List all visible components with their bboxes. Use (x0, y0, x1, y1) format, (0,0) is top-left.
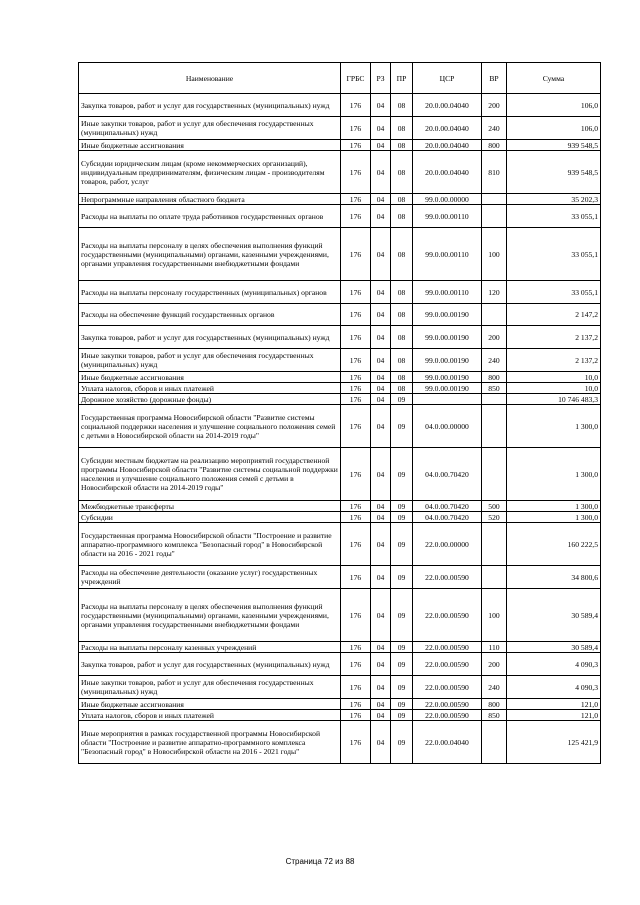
table-row (79, 710, 601, 721)
cell-grbs: 176 (341, 281, 371, 304)
budget-table-container (78, 62, 600, 764)
header-rz: РЗ (371, 63, 391, 94)
cell-pr: 09 (391, 512, 413, 523)
cell-grbs: 176 (341, 710, 371, 721)
cell-grbs: 176 (341, 394, 371, 405)
table-row (79, 304, 601, 326)
cell-name: Расходы на обеспечение функций государственных органов (79, 304, 341, 326)
cell-pr: 08 (391, 94, 413, 117)
table-row (79, 383, 601, 394)
cell-grbs: 176 (341, 194, 371, 205)
cell-rz: 04 (371, 372, 391, 383)
cell-csr: 99.0.00.00110 (413, 205, 482, 228)
cell-sum: 1 300,0 (507, 405, 601, 448)
cell-csr: 20.0.00.04040 (413, 117, 482, 140)
cell-csr: 99.0.00.00110 (413, 281, 482, 304)
cell-rz: 04 (371, 304, 391, 326)
cell-csr: 99.0.00.00190 (413, 372, 482, 383)
cell-rz: 04 (371, 349, 391, 372)
table-row (79, 205, 601, 228)
cell-name: Расходы на выплаты персоналу в целях обеспечения выполнения функций государственными (муниципальными) органами, казенными учреждениями, органами управления государственными внебюджетными фондами (79, 589, 341, 642)
cell-vr: 120 (482, 281, 507, 304)
cell-pr: 08 (391, 383, 413, 394)
cell-pr: 08 (391, 194, 413, 205)
cell-grbs: 176 (341, 699, 371, 710)
table-row (79, 721, 601, 764)
cell-vr (482, 448, 507, 501)
cell-grbs: 176 (341, 642, 371, 653)
cell-vr: 810 (482, 151, 507, 194)
cell-sum: 1 300,0 (507, 448, 601, 501)
table-row (79, 523, 601, 566)
cell-pr: 08 (391, 205, 413, 228)
cell-pr: 09 (391, 523, 413, 566)
cell-sum: 125 421,9 (507, 721, 601, 764)
cell-rz: 04 (371, 140, 391, 151)
cell-csr: 22.0.00.00590 (413, 699, 482, 710)
cell-sum: 35 202,3 (507, 194, 601, 205)
cell-rz: 04 (371, 205, 391, 228)
cell-rz: 04 (371, 448, 391, 501)
cell-pr: 09 (391, 653, 413, 676)
cell-sum: 10,0 (507, 383, 601, 394)
cell-vr: 800 (482, 699, 507, 710)
page-footer (0, 857, 640, 866)
cell-pr: 09 (391, 501, 413, 512)
cell-vr: 850 (482, 383, 507, 394)
cell-name: Иные бюджетные ассигнования (79, 372, 341, 383)
cell-csr: 20.0.00.04040 (413, 94, 482, 117)
table-row (79, 349, 601, 372)
cell-rz: 04 (371, 566, 391, 589)
header-grbs: ГРБС (341, 63, 371, 94)
cell-sum: 1 300,0 (507, 512, 601, 523)
cell-rz: 04 (371, 699, 391, 710)
cell-vr (482, 523, 507, 566)
table-row (79, 642, 601, 653)
cell-pr: 08 (391, 349, 413, 372)
cell-vr: 800 (482, 372, 507, 383)
cell-pr: 09 (391, 566, 413, 589)
cell-csr: 22.0.00.00590 (413, 566, 482, 589)
cell-rz: 04 (371, 676, 391, 699)
cell-csr (413, 394, 482, 405)
cell-rz: 04 (371, 117, 391, 140)
cell-sum: 121,0 (507, 710, 601, 721)
cell-rz: 04 (371, 721, 391, 764)
cell-csr: 22.0.00.00590 (413, 589, 482, 642)
cell-vr: 850 (482, 710, 507, 721)
cell-name: Субсидии (79, 512, 341, 523)
table-row (79, 405, 601, 448)
table-row (79, 326, 601, 349)
cell-name: Государственная программа Новосибирской области "Построение и развитие аппаратно-программного комплекса "Безопасный город" в Новосибирской области на 2016 - 2021 годы" (79, 523, 341, 566)
cell-csr: 04.0.00.70420 (413, 501, 482, 512)
cell-name: Субсидии юридическим лицам (кроме некоммерческих организаций), индивидуальным предпринимателям, физическим лицам - производителям товаров, работ, услуг (79, 151, 341, 194)
cell-rz: 04 (371, 642, 391, 653)
table-row (79, 501, 601, 512)
cell-sum: 2 147,2 (507, 304, 601, 326)
cell-name: Расходы на выплаты персоналу государственных (муниципальных) органов (79, 281, 341, 304)
cell-rz: 04 (371, 94, 391, 117)
cell-grbs: 176 (341, 653, 371, 676)
cell-grbs: 176 (341, 372, 371, 383)
cell-rz: 04 (371, 523, 391, 566)
cell-name: Уплата налогов, сборов и иных платежей (79, 383, 341, 394)
cell-sum: 33 055,1 (507, 228, 601, 281)
cell-name: Закупка товаров, работ и услуг для государственных (муниципальных) нужд (79, 653, 341, 676)
cell-rz: 04 (371, 653, 391, 676)
cell-pr: 09 (391, 448, 413, 501)
cell-grbs: 176 (341, 140, 371, 151)
cell-grbs: 176 (341, 448, 371, 501)
cell-csr: 99.0.00.00190 (413, 383, 482, 394)
table-row (79, 228, 601, 281)
cell-csr: 99.0.00.00190 (413, 349, 482, 372)
cell-name: Субсидии местным бюджетам на реализацию мероприятий государственной программы Новосибирской области "Развитие системы социальной поддержки населения и улучшение социального положения семей с детьми в Новосибирской области на 2014-2019 годы" (79, 448, 341, 501)
cell-name: Иные закупки товаров, работ и услуг для обеспечения государственных (муниципальных) нужд (79, 676, 341, 699)
cell-pr: 09 (391, 589, 413, 642)
cell-pr: 08 (391, 326, 413, 349)
table-row (79, 140, 601, 151)
cell-vr (482, 394, 507, 405)
cell-vr: 500 (482, 501, 507, 512)
page-number: Страница 72 из 88 (285, 857, 355, 866)
table-row (79, 676, 601, 699)
cell-vr: 240 (482, 117, 507, 140)
cell-rz: 04 (371, 512, 391, 523)
table-row (79, 117, 601, 140)
cell-pr: 08 (391, 140, 413, 151)
cell-name: Расходы на выплаты персоналу казенных учреждений (79, 642, 341, 653)
cell-pr: 09 (391, 394, 413, 405)
cell-csr: 99.0.00.00110 (413, 228, 482, 281)
cell-pr: 09 (391, 642, 413, 653)
cell-name: Уплата налогов, сборов и иных платежей (79, 710, 341, 721)
cell-sum: 10 746 483,3 (507, 394, 601, 405)
cell-rz: 04 (371, 151, 391, 194)
cell-sum: 34 800,6 (507, 566, 601, 589)
cell-csr: 20.0.00.04040 (413, 151, 482, 194)
table-row (79, 699, 601, 710)
cell-pr: 08 (391, 372, 413, 383)
cell-grbs: 176 (341, 676, 371, 699)
cell-pr: 08 (391, 117, 413, 140)
cell-csr: 22.0.00.04040 (413, 721, 482, 764)
cell-sum: 10,0 (507, 372, 601, 383)
cell-grbs: 176 (341, 566, 371, 589)
table-header-row (79, 63, 601, 94)
cell-name: Иные бюджетные ассигнования (79, 699, 341, 710)
cell-pr: 08 (391, 228, 413, 281)
cell-sum: 33 055,1 (507, 205, 601, 228)
cell-pr: 08 (391, 281, 413, 304)
cell-sum: 2 137,2 (507, 349, 601, 372)
budget-table (78, 62, 601, 764)
cell-grbs: 176 (341, 94, 371, 117)
cell-vr: 200 (482, 94, 507, 117)
cell-name: Расходы на выплаты по оплате труда работников государственных органов (79, 205, 341, 228)
cell-name: Иные закупки товаров, работ и услуг для обеспечения государственных (муниципальных) нужд (79, 349, 341, 372)
cell-csr: 22.0.00.00590 (413, 642, 482, 653)
cell-sum: 2 137,2 (507, 326, 601, 349)
cell-name: Закупка товаров, работ и услуг для государственных (муниципальных) нужд (79, 94, 341, 117)
cell-vr (482, 566, 507, 589)
cell-sum: 33 055,1 (507, 281, 601, 304)
cell-vr: 200 (482, 653, 507, 676)
cell-sum: 4 090,3 (507, 676, 601, 699)
cell-name: Закупка товаров, работ и услуг для государственных (муниципальных) нужд (79, 326, 341, 349)
cell-vr: 800 (482, 140, 507, 151)
cell-rz: 04 (371, 394, 391, 405)
cell-grbs: 176 (341, 589, 371, 642)
cell-vr: 110 (482, 642, 507, 653)
cell-name: Непрограммные направления областного бюджета (79, 194, 341, 205)
cell-rz: 04 (371, 326, 391, 349)
cell-rz: 04 (371, 589, 391, 642)
header-sum: Сумма (507, 63, 601, 94)
cell-sum: 30 589,4 (507, 589, 601, 642)
table-row (79, 151, 601, 194)
cell-pr: 09 (391, 405, 413, 448)
cell-sum: 160 222,5 (507, 523, 601, 566)
cell-vr (482, 194, 507, 205)
cell-csr: 99.0.00.00190 (413, 304, 482, 326)
cell-name: Иные закупки товаров, работ и услуг для обеспечения государственных (муниципальных) нужд (79, 117, 341, 140)
cell-name: Межбюджетные трансферты (79, 501, 341, 512)
cell-csr: 04.0.00.70420 (413, 512, 482, 523)
cell-pr: 08 (391, 151, 413, 194)
table-row (79, 653, 601, 676)
cell-sum: 106,0 (507, 117, 601, 140)
cell-grbs: 176 (341, 349, 371, 372)
cell-grbs: 176 (341, 523, 371, 566)
cell-csr: 99.0.00.00000 (413, 194, 482, 205)
cell-vr: 200 (482, 326, 507, 349)
cell-csr: 22.0.00.00590 (413, 653, 482, 676)
cell-rz: 04 (371, 228, 391, 281)
cell-vr (482, 205, 507, 228)
cell-pr: 09 (391, 710, 413, 721)
cell-vr (482, 304, 507, 326)
cell-csr: 22.0.00.00000 (413, 523, 482, 566)
table-row (79, 566, 601, 589)
header-name: Наименование (79, 63, 341, 94)
cell-vr: 100 (482, 589, 507, 642)
cell-csr: 20.0.00.04040 (413, 140, 482, 151)
table-row (79, 512, 601, 523)
cell-grbs: 176 (341, 721, 371, 764)
cell-csr: 22.0.00.00590 (413, 676, 482, 699)
cell-csr: 22.0.00.00590 (413, 710, 482, 721)
cell-name: Расходы на обеспечение деятельности (оказание услуг) государственных учреждений (79, 566, 341, 589)
cell-sum: 30 589,4 (507, 642, 601, 653)
cell-csr: 99.0.00.00190 (413, 326, 482, 349)
cell-vr (482, 405, 507, 448)
cell-grbs: 176 (341, 205, 371, 228)
cell-rz: 04 (371, 383, 391, 394)
cell-vr: 240 (482, 676, 507, 699)
cell-vr: 240 (482, 349, 507, 372)
cell-sum: 939 548,5 (507, 151, 601, 194)
cell-grbs: 176 (341, 117, 371, 140)
table-row (79, 589, 601, 642)
cell-name: Дорожное хозяйство (дорожные фонды) (79, 394, 341, 405)
header-csr: ЦСР (413, 63, 482, 94)
table-row (79, 448, 601, 501)
table-body (79, 94, 601, 764)
cell-name: Иные бюджетные ассигнования (79, 140, 341, 151)
cell-rz: 04 (371, 405, 391, 448)
cell-sum: 4 090,3 (507, 653, 601, 676)
cell-csr: 04.0.00.70420 (413, 448, 482, 501)
cell-grbs: 176 (341, 383, 371, 394)
cell-name: Расходы на выплаты персоналу в целях обеспечения выполнения функций государственными (муниципальными) органами, казенными учреждениями, органами управления государственными внебюджетными фондами (79, 228, 341, 281)
cell-pr: 09 (391, 721, 413, 764)
cell-rz: 04 (371, 194, 391, 205)
cell-sum: 1 300,0 (507, 501, 601, 512)
header-vr: ВР (482, 63, 507, 94)
cell-grbs: 176 (341, 405, 371, 448)
table-row (79, 281, 601, 304)
cell-csr: 04.0.00.00000 (413, 405, 482, 448)
cell-pr: 09 (391, 676, 413, 699)
cell-sum: 939 548,5 (507, 140, 601, 151)
header-pr: ПР (391, 63, 413, 94)
cell-grbs: 176 (341, 326, 371, 349)
cell-sum: 121,0 (507, 699, 601, 710)
cell-rz: 04 (371, 710, 391, 721)
cell-grbs: 176 (341, 304, 371, 326)
cell-vr: 520 (482, 512, 507, 523)
cell-name: Государственная программа Новосибирской области "Развитие системы социальной поддержки населения и улучшение социального положения семей с детьми в Новосибирской области на 2014-2019 годы" (79, 405, 341, 448)
cell-grbs: 176 (341, 151, 371, 194)
table-row (79, 94, 601, 117)
cell-grbs: 176 (341, 512, 371, 523)
cell-vr (482, 721, 507, 764)
cell-pr: 08 (391, 304, 413, 326)
cell-pr: 09 (391, 699, 413, 710)
table-row (79, 372, 601, 383)
cell-sum: 106,0 (507, 94, 601, 117)
table-row (79, 394, 601, 405)
cell-vr: 100 (482, 228, 507, 281)
cell-rz: 04 (371, 281, 391, 304)
cell-grbs: 176 (341, 501, 371, 512)
table-row (79, 194, 601, 205)
cell-rz: 04 (371, 501, 391, 512)
cell-name: Иные мероприятия в рамках государственной программы Новосибирской области "Построение и развитие аппаратно-программного комплекса "Безопасный город" в Новосибирской области на 2016 - 2021 годы" (79, 721, 341, 764)
cell-grbs: 176 (341, 228, 371, 281)
